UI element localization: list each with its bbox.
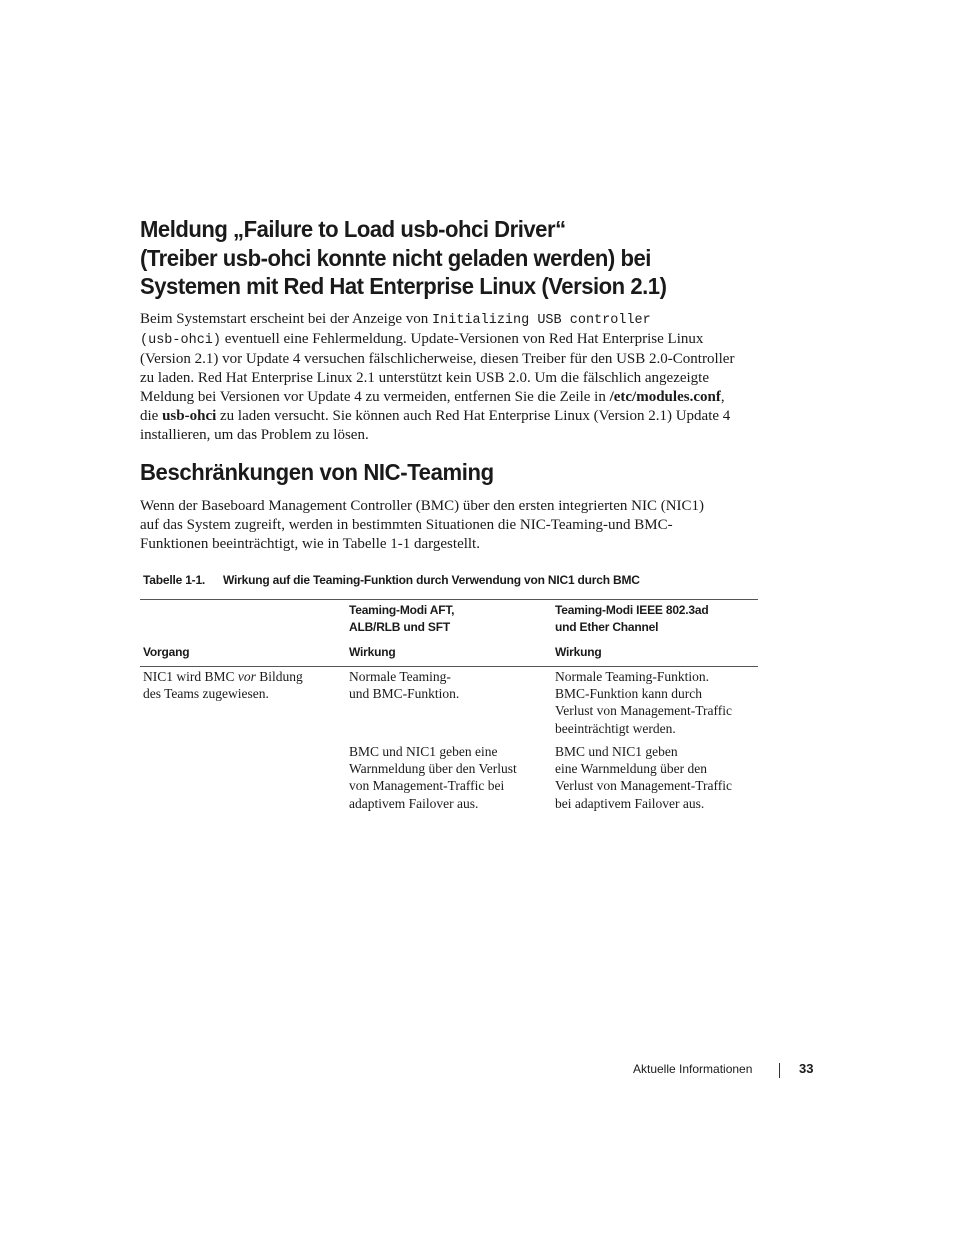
table-cell-row1-aft <box>349 668 459 702</box>
section-heading-usb-ohci <box>140 215 754 301</box>
paragraph-line <box>140 388 760 407</box>
cell-line: von Management-Traffic bei <box>349 778 505 794</box>
cell-line: beeinträchtigt werden. <box>555 720 676 736</box>
cell-line: bei adaptivem Failover aus. <box>555 795 705 811</box>
section-heading-nic-teaming: Beschränkungen von NIC-Teaming <box>140 459 494 485</box>
footer-section-name: Aktuelle Informationen <box>633 1062 753 1076</box>
text: Meldung bei Versionen vor Update 4 zu vermeiden, entfernen Sie die Zeile in <box>140 389 610 405</box>
footer-separator <box>779 1063 780 1078</box>
file-path-modules-conf: /etc/modules.conf <box>609 389 721 405</box>
cell-line: Warnmeldung über den Verlust <box>349 761 517 777</box>
code-usb-ohci: (usb-ohci) <box>140 333 222 348</box>
table-cell-row1-ieee <box>555 668 732 737</box>
heading-line: (Treiber usb-ohci konnte nicht geladen werden) bei <box>140 244 651 271</box>
table-caption <box>143 573 640 587</box>
cell-line: BMC und NIC1 geben <box>555 744 678 759</box>
heading-line: Systemen mit Red Hat Enterprise Linux (Version 2.1) <box>140 273 667 299</box>
paragraph-line: zu laden. Red Hat Enterprise Linux 2.1 unterstützt kein USB 2.0. Um die fälschlich angezeigte <box>140 370 710 386</box>
paragraph-line: auf das System zugreift, werden in bestimmten Situationen die NIC-Teaming-und BMC- <box>140 517 673 533</box>
header-line: Teaming-Modi AFT, <box>349 603 455 617</box>
cell-line: Verlust von Management-Traffic <box>555 703 732 719</box>
table-cell-row1-vorgang <box>143 668 303 702</box>
paragraph-line: Wenn der Baseboard Management Controller (BMC) über den ersten integrierten NIC (NIC1) <box>140 498 705 514</box>
table-number: Tabelle 1-1. <box>143 573 206 587</box>
text: zu laden versucht. Sie können auch Red Hat Enterprise Linux (Version 2.1) Update 4 <box>216 408 731 424</box>
table-header-rule <box>140 666 758 667</box>
heading-line: Meldung „Failure to Load usb-ohci Driver“ <box>140 216 566 242</box>
text: , <box>720 389 725 405</box>
cell-line: BMC-Funktion kann durch <box>555 686 702 702</box>
table-title: Wirkung auf die Teaming-Funktion durch Verwendung von NIC1 durch BMC <box>223 573 640 587</box>
cell-line <box>143 668 303 685</box>
column-header-wirkung-aft: Wirkung <box>349 645 396 659</box>
header-line: Teaming-Modi IEEE 802.3ad <box>555 603 709 617</box>
paragraph-line <box>140 310 760 330</box>
column-group-header-aft <box>349 602 454 636</box>
header-line: ALB/RLB und SFT <box>349 620 450 634</box>
column-header-vorgang: Vorgang <box>143 645 190 659</box>
paragraph-line: installieren, um das Problem zu lösen. <box>140 427 369 443</box>
header-line: und Ether Channel <box>555 620 659 634</box>
paragraph-line: Funktionen beeinträchtigt, wie in Tabelle 1-1 dargestellt. <box>140 536 480 552</box>
text: eventuell eine Fehlermeldung. Update-Versionen von Red Hat Enterprise Linux <box>221 331 704 347</box>
text: NIC1 wird BMC <box>143 669 238 684</box>
cell-line: BMC und NIC1 geben eine <box>349 744 498 759</box>
table-cell-row2-ieee <box>555 743 732 812</box>
text: die <box>140 408 163 424</box>
text: Beim Systemstart erscheint bei der Anzeige von <box>140 311 433 327</box>
paragraph-line <box>140 407 760 426</box>
table-cell-row2-aft <box>349 743 517 812</box>
cell-line: und BMC-Funktion. <box>349 686 460 702</box>
paragraph-line <box>140 330 760 350</box>
code-initializing-usb: Initializing USB controller <box>432 313 651 328</box>
usb-ohci-paragraph <box>140 310 760 445</box>
cell-line: eine Warnmeldung über den <box>555 761 707 777</box>
table-top-rule <box>140 599 758 600</box>
cell-line: Normale Teaming-Funktion. <box>555 669 710 684</box>
page-number: 33 <box>799 1061 814 1076</box>
emphasis-vor: vor <box>237 669 256 684</box>
cell-line: Normale Teaming- <box>349 669 451 684</box>
text: Bildung <box>255 669 303 684</box>
nic-teaming-paragraph <box>140 497 760 554</box>
driver-name-usb-ohci: usb-ohci <box>162 408 217 424</box>
cell-line: des Teams zugewiesen. <box>143 686 269 702</box>
cell-line: Verlust von Management-Traffic <box>555 778 732 794</box>
column-header-wirkung-ieee: Wirkung <box>555 645 602 659</box>
cell-line: adaptivem Failover aus. <box>349 795 479 811</box>
paragraph-line: (Version 2.1) vor Update 4 versuchen fälschlicherweise, diesen Treiber für den USB 2.0-Controller <box>140 351 735 367</box>
column-group-header-ieee <box>555 602 709 636</box>
